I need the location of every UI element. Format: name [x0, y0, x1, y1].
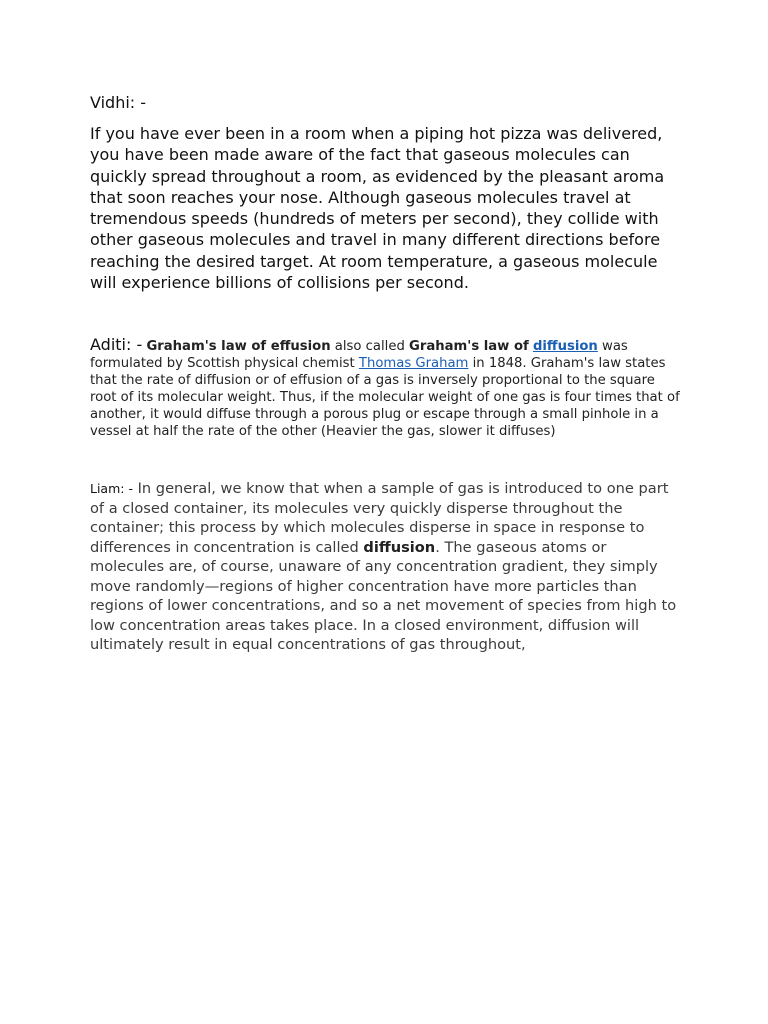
- aditi-label: Aditi: -: [90, 335, 143, 354]
- liam-text-after: . The gaseous atoms or molecules are, of course, unaware of any concentration gradient, they simply move randomly—regions of higher concentration have more particles than regions of lower concentrations, and so a net movement of species from high to low concentration areas takes place. In a closed environment, diffusion will ultimately result in equal concentrations of gas throughout,: [90, 538, 677, 653]
- grahams-law-effusion-term: Graham's law of effusion: [146, 339, 331, 354]
- heavier-gas-conclusion: Heavier the gas, slower it diffuses): [326, 424, 556, 440]
- liam-text-before: In general, we know that when a sample of gas is introduced to one part of a closed container, its molecules very quickly disperse throughout the container; this process by which molecules disperse in space in response to differences in concentration is called: [90, 480, 669, 556]
- also-called-text: also called: [334, 339, 405, 354]
- was-formulated-text: was formulated by Scottish physical chemist: [90, 339, 628, 372]
- grahams-law-diffusion-term: Graham's law of: [409, 339, 529, 354]
- liam-label: Liam: -: [90, 481, 133, 496]
- thomas-graham-link[interactable]: Thomas Graham: [358, 356, 469, 372]
- diffusion-link[interactable]: diffusion: [532, 339, 598, 354]
- diffusion-term: diffusion: [363, 538, 436, 556]
- aditi-paragraph: [90, 336, 682, 441]
- vidhi-speaker-label: [90, 93, 682, 113]
- grahams-law-explanation: in 1848. Graham's law states that the rate of diffusion or of effusion of a gas is inversely proportional to the square root of its molecular weight. Thus, if the molecular weight of one gas is four times that of another, it would diffuse through a porous plug or escape through a small pinhole in a vessel at half the rate of the other (: [90, 356, 680, 440]
- vidhi-paragraph: If you have ever been in a room when a piping hot pizza was delivered, you have been made aware of the fact that gaseous molecules can quickly spread throughout a room, as evidenced by the pleasant aroma that soon reaches your nose. Although gaseous molecules travel at tremendous speeds (hundreds of meters per second), they collide with other gaseous molecules and travel in many different directions before reaching the desired target. At room temperature, a gaseous molecule will experience billions of collisions per second.: [90, 124, 665, 293]
- vidhi-label: Vidhi: -: [90, 93, 147, 112]
- liam-paragraph: [90, 479, 682, 655]
